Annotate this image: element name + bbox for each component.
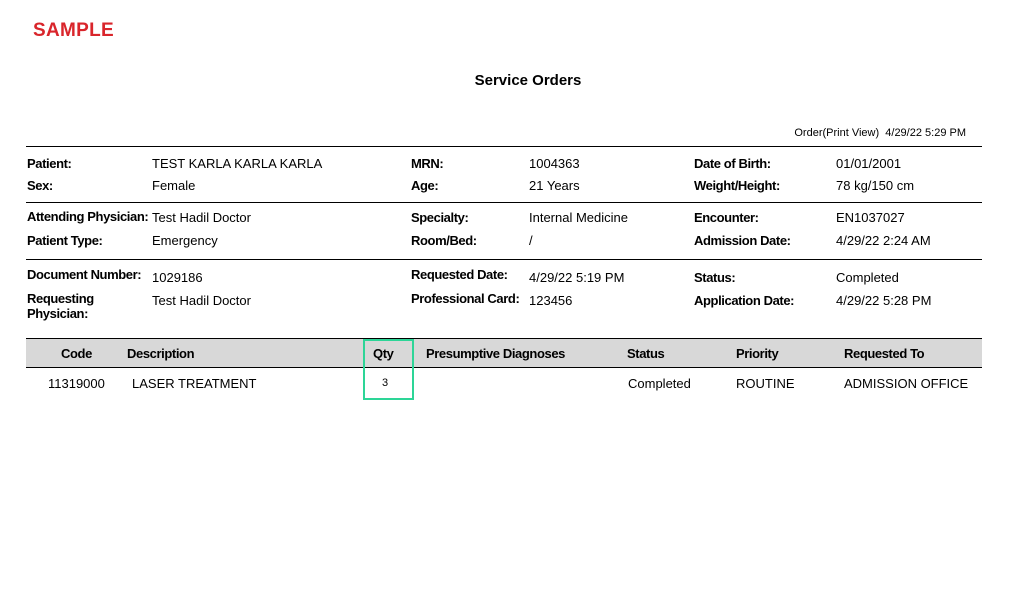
column-header-requested-to: Requested To bbox=[844, 346, 925, 361]
patient-value: TEST KARLA KARLA KARLA bbox=[152, 156, 323, 171]
age-label: Age: bbox=[411, 178, 439, 193]
admission-date-label: Admission Date: bbox=[694, 233, 791, 248]
document-number-value: 1029186 bbox=[152, 270, 203, 285]
age-value: 21 Years bbox=[529, 178, 580, 193]
attending-physician-label: Attending Physician: bbox=[27, 209, 149, 224]
weight-height-label: Weight/Height: bbox=[694, 178, 780, 193]
column-header-priority: Priority bbox=[736, 346, 779, 361]
encounter-label: Encounter: bbox=[694, 210, 759, 225]
column-header-code: Code bbox=[61, 346, 92, 361]
application-date-label: Application Date: bbox=[694, 293, 795, 308]
room-bed-value: / bbox=[529, 233, 533, 248]
mrn-label: MRN: bbox=[411, 156, 444, 171]
cell-code: 11319000 bbox=[48, 376, 105, 391]
sex-value: Female bbox=[152, 178, 196, 193]
encounter-value: EN1037027 bbox=[836, 210, 905, 225]
admission-date-value: 4/29/22 2:24 AM bbox=[836, 233, 931, 248]
status-value: Completed bbox=[836, 270, 899, 285]
patient-label: Patient: bbox=[27, 156, 72, 171]
specialty-label: Specialty: bbox=[411, 210, 469, 225]
sample-watermark: SAMPLE bbox=[33, 20, 114, 41]
weight-height-value: 78 kg/150 cm bbox=[836, 178, 915, 193]
print-view-label: Order(Print View) bbox=[794, 127, 880, 139]
column-header-presumptive-diagnoses: Presumptive Diagnoses bbox=[426, 346, 565, 361]
orders-table-header bbox=[26, 338, 982, 368]
room-bed-label: Room/Bed: bbox=[411, 233, 477, 248]
print-view-datetime: 4/29/22 5:29 PM bbox=[885, 127, 966, 139]
professional-card-value: 123456 bbox=[529, 293, 573, 308]
cell-status: Completed bbox=[628, 376, 691, 391]
cell-priority: ROUTINE bbox=[736, 376, 795, 391]
dob-value: 01/01/2001 bbox=[836, 156, 902, 171]
attending-physician-value: Test Hadil Doctor bbox=[152, 210, 251, 225]
column-header-status: Status bbox=[627, 346, 665, 361]
cell-qty: 3 bbox=[382, 377, 389, 389]
dob-label: Date of Birth: bbox=[694, 156, 771, 171]
sex-label: Sex: bbox=[27, 178, 53, 193]
patient-type-value: Emergency bbox=[152, 233, 218, 248]
cell-description: LASER TREATMENT bbox=[132, 376, 257, 391]
column-header-description: Description bbox=[127, 346, 195, 361]
divider bbox=[26, 259, 982, 260]
qty-highlight-box bbox=[363, 339, 414, 400]
requesting-physician-value: Test Hadil Doctor bbox=[152, 293, 251, 308]
divider bbox=[26, 146, 982, 147]
column-header-qty: Qty bbox=[373, 346, 394, 361]
application-date-value: 4/29/22 5:28 PM bbox=[836, 293, 932, 308]
cell-requested-to: ADMISSION OFFICE bbox=[844, 376, 969, 391]
specialty-value: Internal Medicine bbox=[529, 210, 628, 225]
print-view-stamp bbox=[794, 127, 966, 139]
mrn-value: 1004363 bbox=[529, 156, 580, 171]
professional-card-label: Professional Card: bbox=[411, 291, 520, 306]
page-title: Service Orders bbox=[474, 72, 582, 89]
document-number-label: Document Number: bbox=[27, 267, 142, 282]
requested-date-label: Requested Date: bbox=[411, 267, 508, 282]
divider bbox=[26, 202, 982, 203]
requested-date-value: 4/29/22 5:19 PM bbox=[529, 270, 625, 285]
status-label: Status: bbox=[694, 270, 736, 285]
patient-type-label: Patient Type: bbox=[27, 233, 103, 248]
requesting-physician-label: Requesting Physician: bbox=[27, 291, 94, 321]
